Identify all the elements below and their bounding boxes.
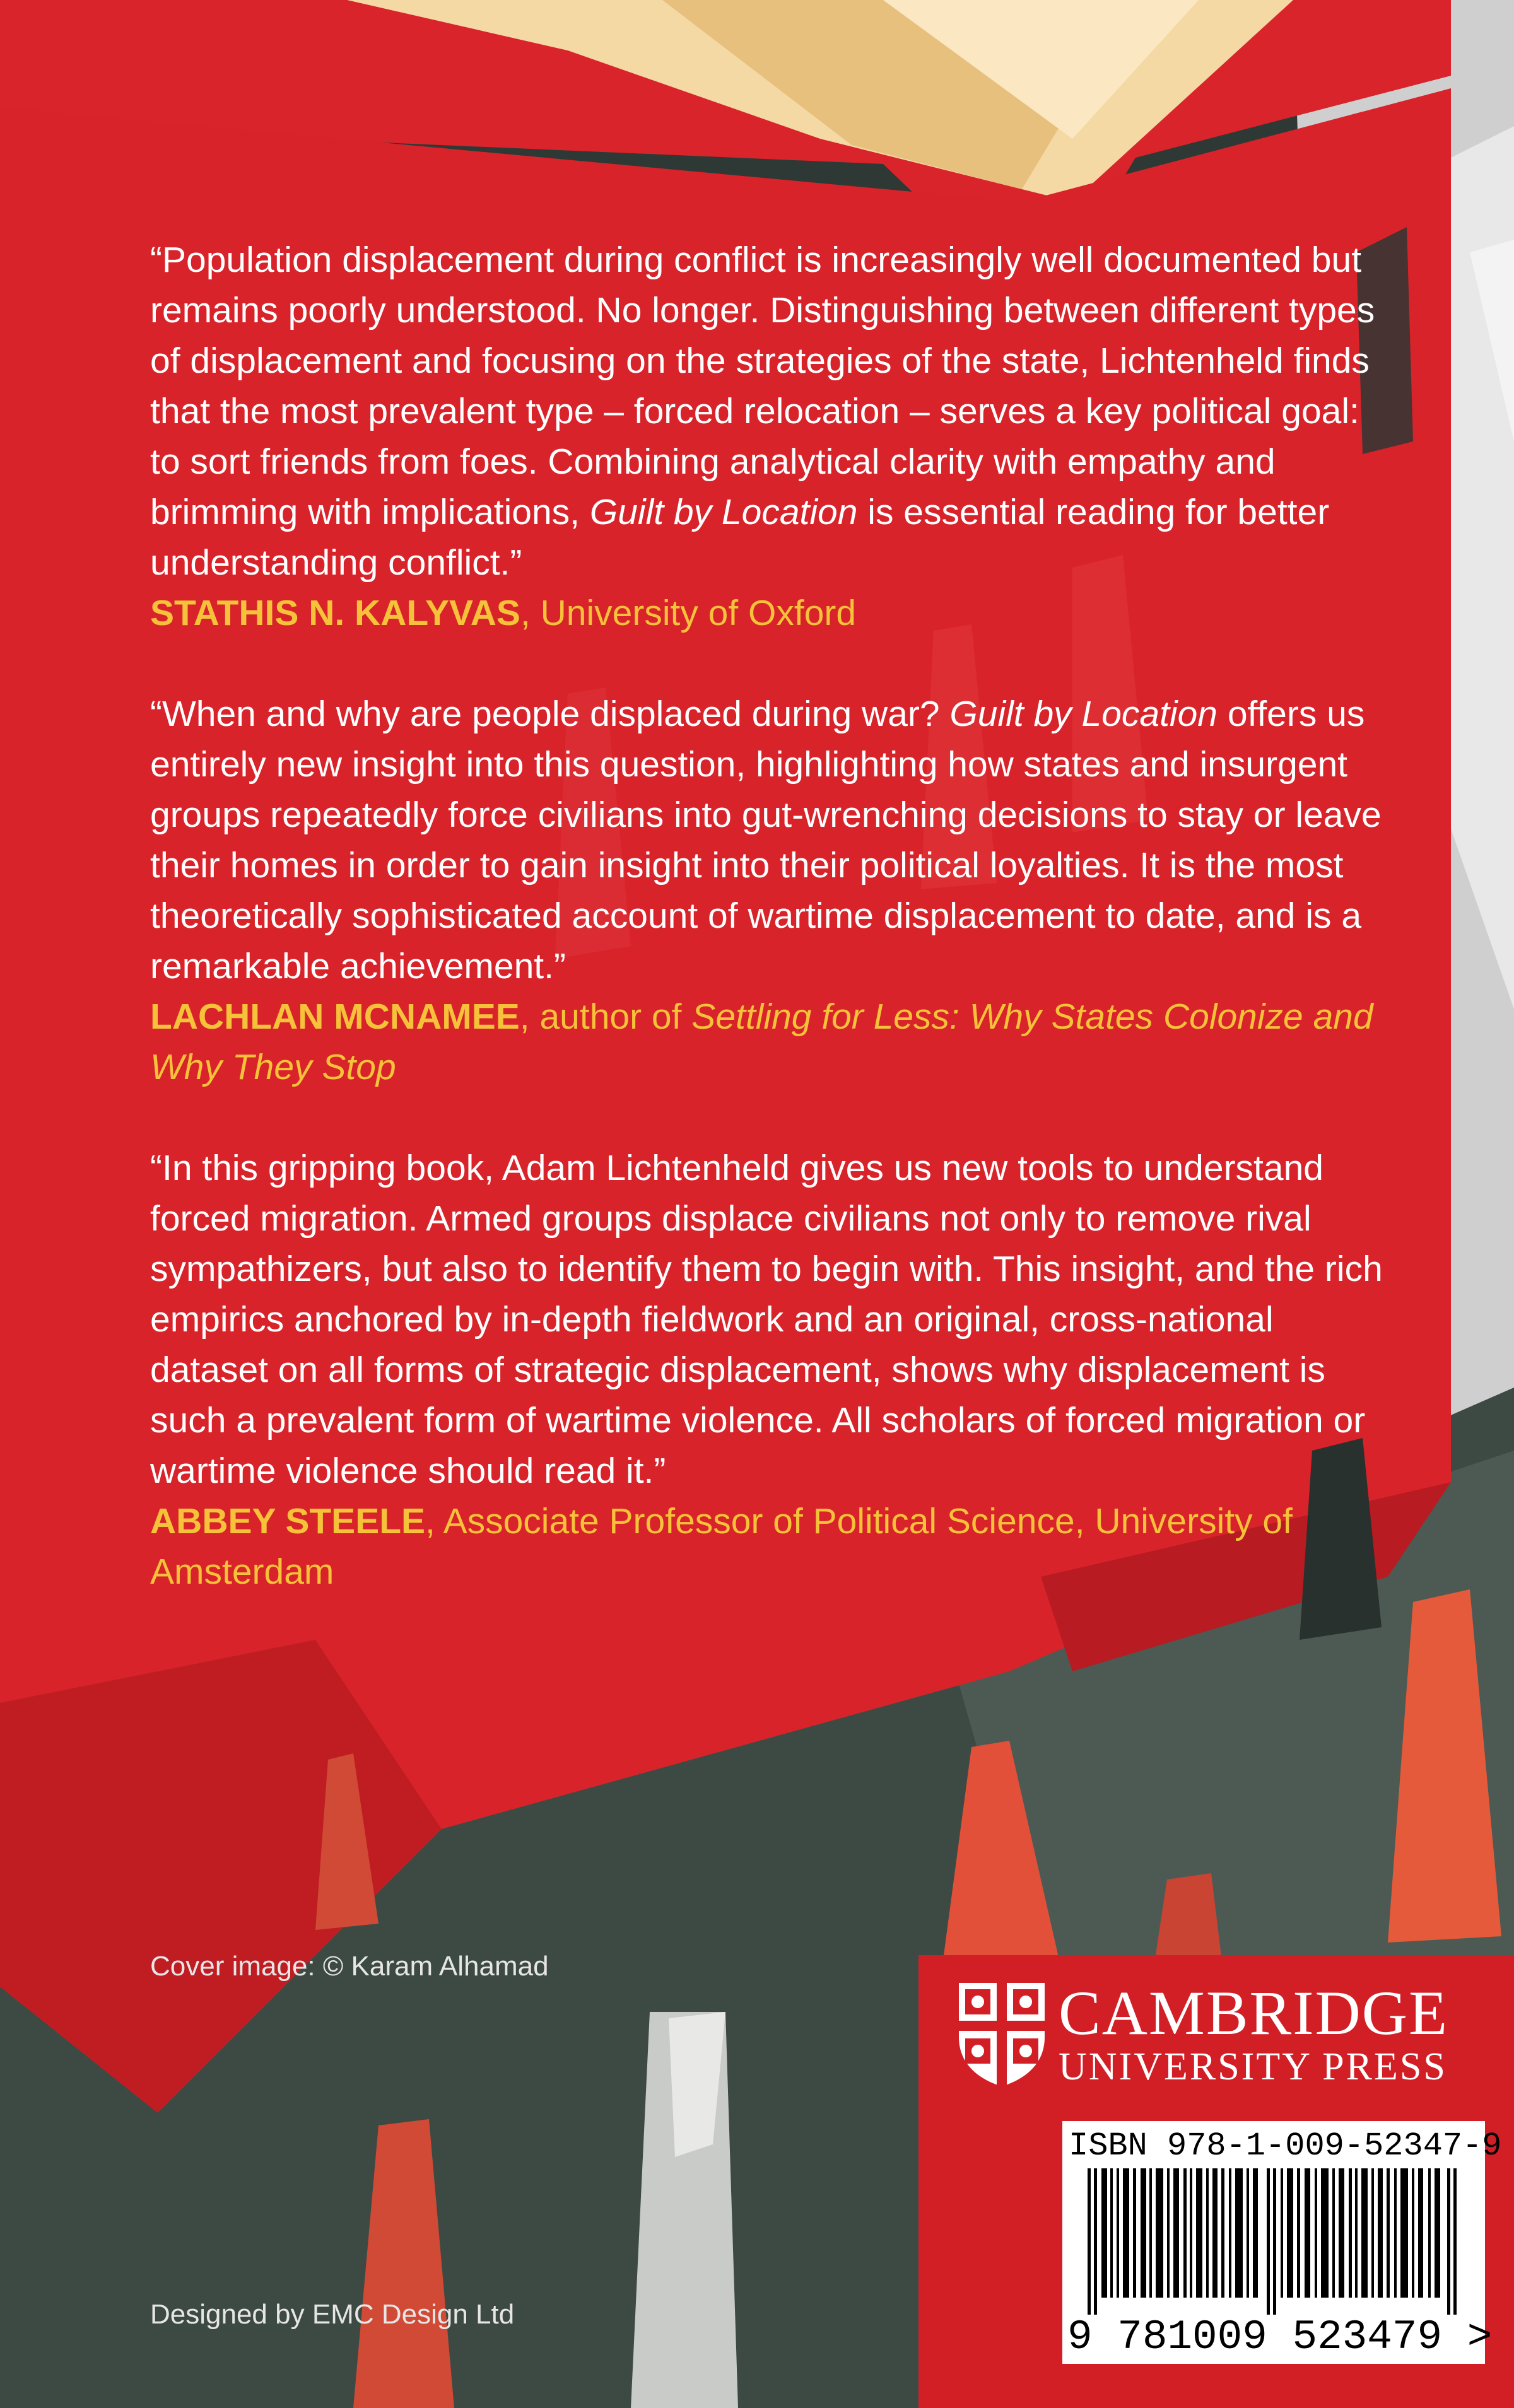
publisher-block [918, 1955, 1514, 2408]
quote-1-affiliation: , University of Oxford [520, 593, 857, 633]
isbn-label: ISBN 978-1-009-52347-9 [1069, 2127, 1502, 2165]
quote-2-attribution [150, 991, 1387, 1092]
quote-3-text: “In this gripping book, Adam Lichtenheld gives us new tools to understand forced migration. Armed groups displace civilians not only to remove rival sympathizers, but also to identify them to begin with. This insight, and the rich empirics anchored by in-depth fieldwork and an original, cross-national dataset on all forms of strategic displacement, shows why displacement is such a prevalent form of wartime violence. All scholars of forced migration or wartime violence should read it.” [150, 1148, 1383, 1491]
barcode-icon [1088, 2168, 1460, 2315]
quote-3 [150, 1143, 1387, 1597]
quote-2-text-end: offers us entirely new insight into this question, highlighting how states and insurgent groups repeatedly force civilians into gut-wrenching decisions to stay or leave their homes in order to gain insight into their political loyalties. It is the most theoretically sophisticated account of wartime displacement to date, and is a remarkable achievement.” [150, 694, 1382, 986]
barcode-digits: 9 781009 523479 > [1067, 2313, 1493, 2361]
quote-1-book-title: Guilt by Location [589, 492, 858, 532]
publisher-name-line2: UNIVERSITY PRESS [1059, 2045, 1447, 2088]
quote-1-attribution [150, 588, 1387, 638]
quote-2-text: “When and why are people displaced during war? [150, 694, 950, 734]
quote-2-author-book: Settling for Less: Why States Colonize and Why They Stop [150, 997, 1373, 1087]
publisher-name-line1: CAMBRIDGE [1059, 1978, 1449, 2048]
cambridge-crest-icon [956, 1980, 1047, 2088]
quote-1-text: “Population displacement during conflict is increasingly well documented but remains poorly understood. No longer. Distinguishing between different types of displacement and focusing on the strategies of the state, Lichtenheld finds that the most prevalent type – forced relocation – serves a key political goal: to sort friends from foes. Combining analytical clarity with empathy and brimming with implications, [150, 240, 1375, 532]
quote-3-author: ABBEY STEELE [150, 1501, 426, 1541]
isbn-barcode [1062, 2121, 1502, 2364]
quote-1-text-end: is essential reading for better understanding conflict.” [150, 492, 1330, 583]
quote-2-affiliation: , author of [519, 997, 692, 1037]
quote-1-author: STATHIS N. KALYVAS [150, 593, 520, 633]
quote-2-author: LACHLAN MCNAMEE [150, 997, 520, 1037]
cover-image-credit: Cover image: © Karam Alhamad [150, 1951, 549, 1982]
quote-2 [150, 689, 1387, 1092]
quote-3-attribution [150, 1496, 1387, 1597]
quote-3-affiliation: , Associate Professor of Political Science, University of Amsterdam [150, 1501, 1293, 1592]
quote-2-book-title: Guilt by Location [949, 694, 1218, 734]
design-credit: Designed by EMC Design Ltd [150, 2299, 515, 2330]
quote-1 [150, 235, 1387, 638]
